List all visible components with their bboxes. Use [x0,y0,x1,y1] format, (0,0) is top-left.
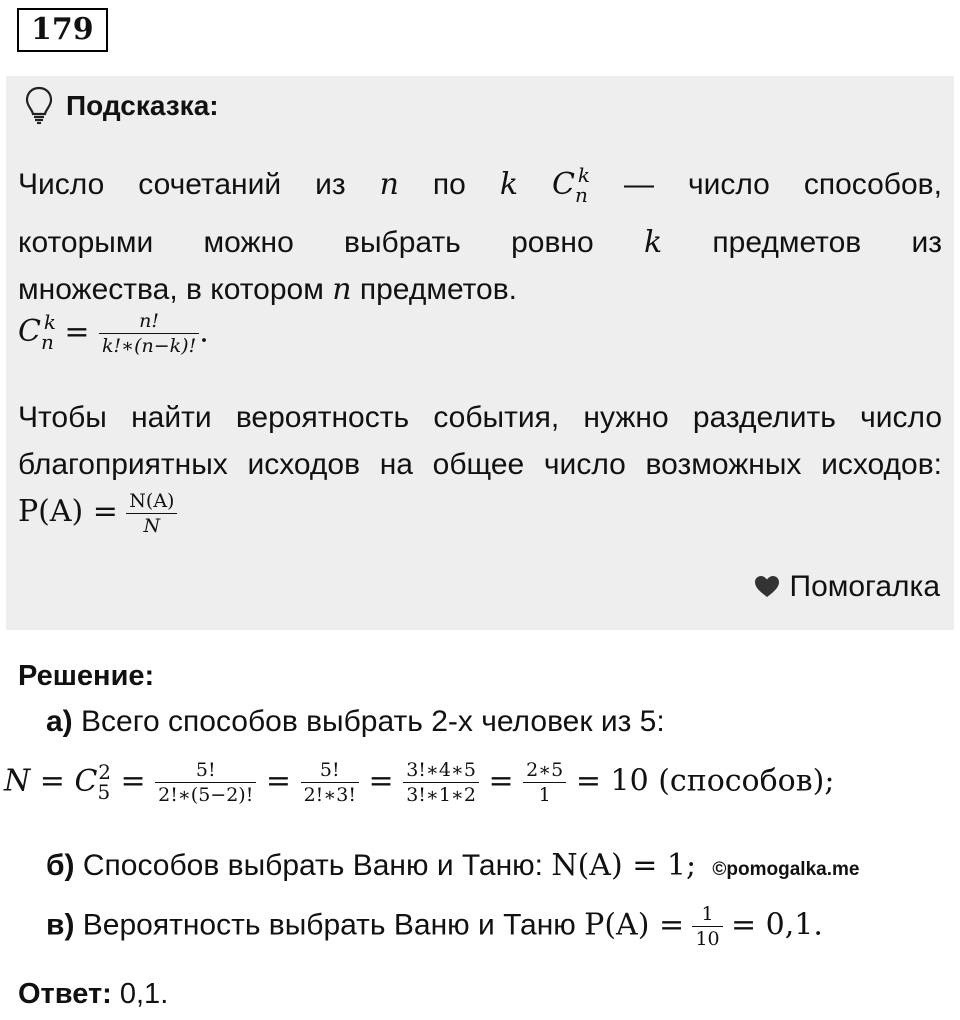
part-b-text: Способов выбрать Ваню и Таню: [82,849,543,882]
hint-title-text: Подсказка: [66,90,219,121]
answer [18,978,168,1011]
part-c-label: в) [46,908,75,942]
combo-line3-end: предметов. [359,273,517,306]
part-c-lhs: P(A) = [584,907,685,943]
calc-fraction-1: $\frac{5!}{2!∗(5-2)!}$ [155,758,256,807]
combo-dash: — число способов, [623,168,942,201]
probability-fraction: $\frac{N(A)}{N}$ [126,489,177,538]
watermark: ©pomogalka.me [712,859,860,880]
brand-label [754,570,941,604]
calc-fraction-3: $\frac{3!∗4∗5}{3!∗1∗2}$ [403,758,479,807]
part-b-value: N(A) = 1; [551,848,697,883]
var-n: n [379,167,399,202]
combination-calculation: $N = C_5^2$ = $\frac{5!}{2!∗(5-2)!}$ = $\frac{5!}{2!∗3!}$ = $\frac{3!∗4∗5}{3!∗1∗2}$ = $\frac{2∗5}{1}$ = 10 (способов); [4,759,835,806]
brand-text: Помогалка [789,570,940,603]
combo-line2-end: предметов из [712,226,942,259]
probability-lhs: P(A) = [18,494,118,529]
answer-label: Ответ: [18,978,112,1010]
part-b-label: б) [46,849,75,882]
solution-title: Решение: [18,660,155,692]
part-c-fraction: $\frac{1}{10}$ [692,902,722,951]
var-k: k [499,167,519,202]
calc-fraction-4: $\frac{2∗5}{1}$ [523,758,566,807]
var-k-2: k [643,225,663,260]
combination-fraction: $\frac{n!}{k!∗(n-k)!}$ [99,309,199,358]
lightbulb-icon [24,86,54,126]
part-c-text: Вероятность выбрать Ваню и Таню [82,908,576,942]
combo-symbol: $C_n^k$ [552,163,590,207]
heart-icon [754,575,780,599]
calc-fraction-2: $\frac{5!}{2!∗3!}$ [301,758,359,807]
combo-intro: Число сочетаний из [18,168,346,201]
calc-result: = 10 (способов); [575,763,835,799]
solution-part-a [46,705,665,739]
combination-formula: $C_n^k$ = $\frac{n!}{k!∗(n-k)!}$ . [18,310,209,357]
answer-value: 0,1. [119,978,169,1010]
probability-text: Чтобы найти вероятность события, нужно разделить число благоприятных исходов на общее число возможных исходов: [18,401,942,481]
part-a-text: Всего способов выбрать 2-х человек из 5: [81,705,665,738]
combo-by: по [432,168,466,201]
combo-line2-start: которыми можно выбрать ровно [18,226,594,259]
problem-number: 179 [17,8,108,52]
hint-title [24,86,219,126]
combo-line3-start: множества, в котором [18,273,324,306]
solution-part-c [46,902,823,951]
solution-part-b [46,848,859,883]
part-a-label: а) [46,705,73,738]
part-c-result: = 0,1. [730,907,823,943]
hint-box [6,76,954,630]
probability-definition [18,394,942,538]
var-n-2: n [332,272,352,307]
combination-definition [18,152,942,313]
